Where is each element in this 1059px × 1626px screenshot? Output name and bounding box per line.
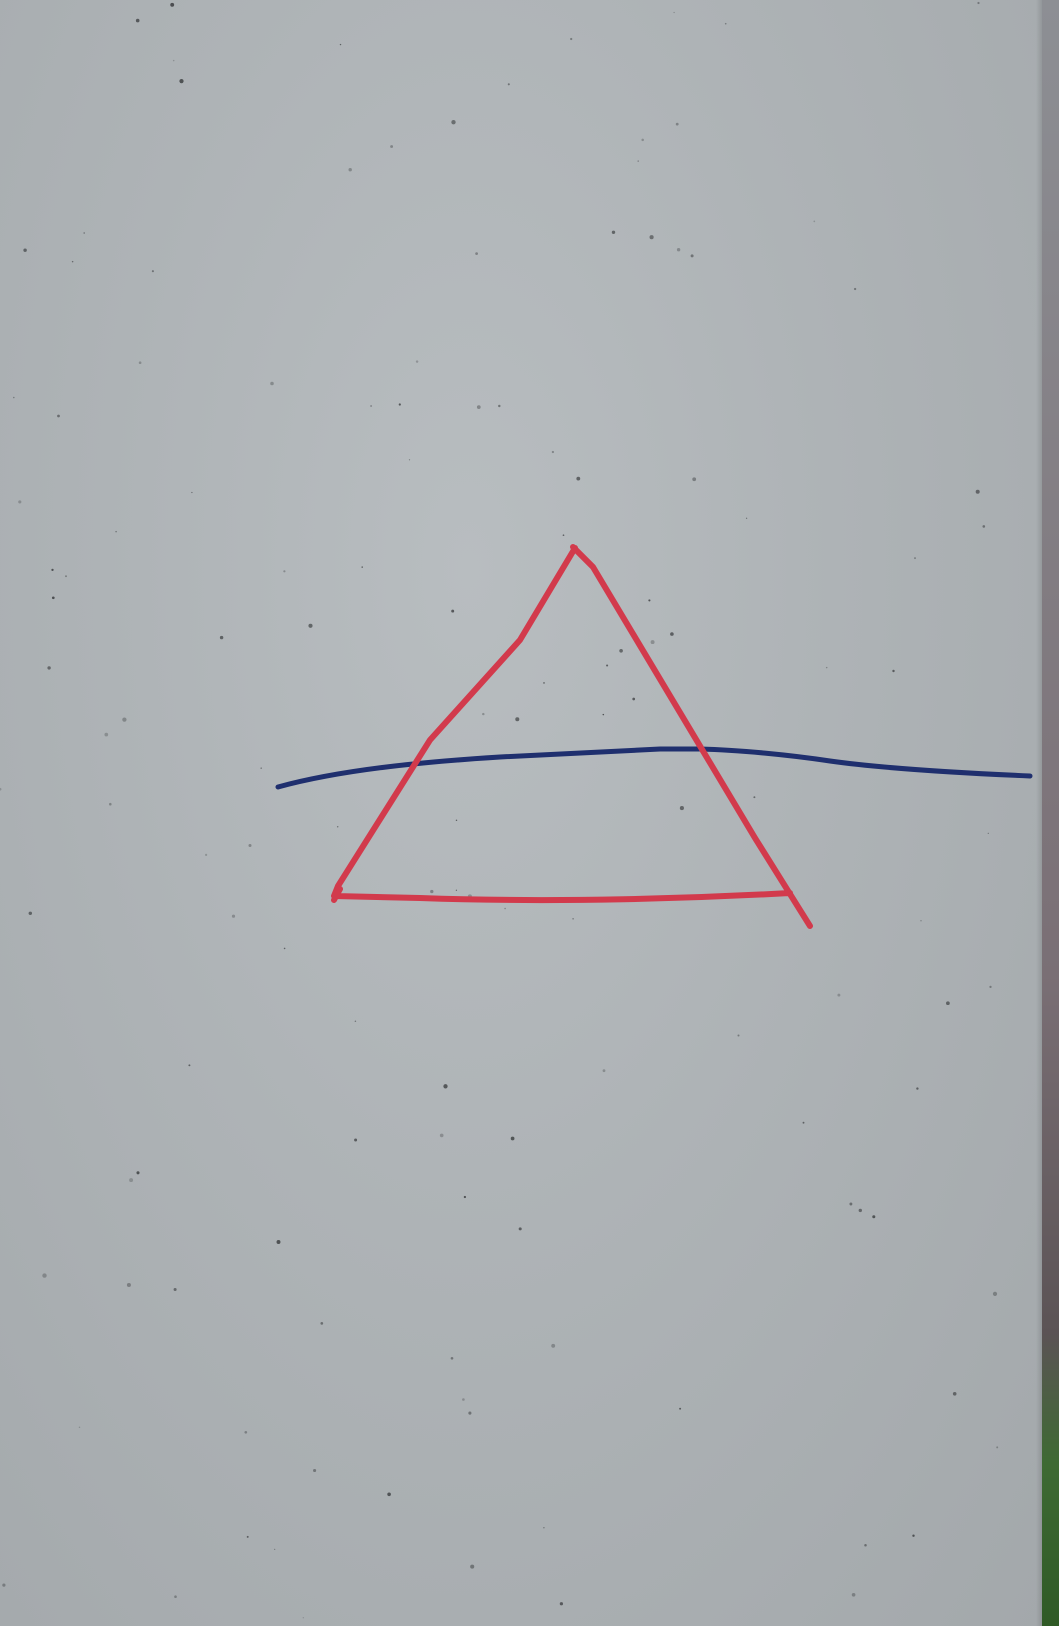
paper-speck (232, 915, 235, 918)
paper-speck (849, 1203, 852, 1206)
paper-speck (456, 890, 457, 891)
paper-speck (576, 477, 580, 481)
paper-speck (641, 139, 644, 142)
paper-speck (677, 248, 680, 251)
paper-speck (349, 168, 352, 171)
paper-speck (976, 490, 980, 494)
paper-speck (679, 1408, 681, 1410)
paper-speck (57, 415, 60, 418)
paper-speck (692, 477, 696, 481)
paper-speck (174, 1595, 177, 1598)
paper-speck (477, 405, 481, 409)
paper-speck (670, 632, 674, 636)
paper-speck (283, 570, 285, 572)
paper-speck (746, 518, 747, 519)
paper-speck (864, 1544, 867, 1547)
paper-speck (543, 682, 545, 684)
paper-speck (170, 3, 174, 7)
paper-speck (892, 670, 894, 672)
paper-speck (440, 1134, 444, 1138)
paper-speck (872, 1215, 875, 1218)
paper-speck (337, 826, 338, 827)
paper-speck (632, 698, 635, 701)
paper-speck (152, 270, 154, 272)
paper-speck (989, 986, 991, 988)
paper-speck (247, 1536, 249, 1538)
paper-speck (953, 1392, 957, 1396)
paper-speck (470, 1565, 474, 1569)
paper-speck (248, 844, 251, 847)
red-triangle (334, 547, 810, 926)
paper-speck (468, 1412, 471, 1415)
paper-speck (572, 918, 574, 920)
paper-speck (274, 1549, 275, 1550)
paper-speck (270, 382, 274, 386)
paper-speck (308, 624, 312, 628)
paper-speck (109, 803, 112, 806)
paper-speck (515, 717, 519, 721)
paper-speck (680, 806, 684, 810)
paper-speck (725, 23, 727, 25)
paper-speck (79, 1427, 80, 1428)
paper-speck (920, 920, 921, 921)
paper-speck (456, 820, 457, 821)
paper-speck (451, 610, 454, 613)
paper-speck (543, 1527, 544, 1528)
paper-speck (983, 525, 986, 528)
paper-speck (52, 596, 55, 599)
paper-speck (475, 252, 478, 255)
paper-speck (13, 397, 15, 399)
paper-speck (399, 403, 401, 405)
paper-speck (996, 1446, 998, 1448)
paper-speck (552, 451, 554, 453)
paper-speck (244, 1431, 247, 1434)
paper-speck (451, 1357, 454, 1360)
paper-speck (173, 60, 174, 61)
paper-speck (320, 1322, 323, 1325)
paper-speck (650, 235, 654, 239)
paper-speck (451, 120, 455, 124)
paper-speck (691, 254, 694, 257)
paper-speck (914, 557, 916, 559)
paper-speck (648, 599, 650, 601)
paper-speck (803, 1122, 805, 1124)
paper-speck (560, 1602, 563, 1605)
paper-speck (563, 534, 565, 536)
paper-speck (23, 248, 26, 251)
paper-speck (977, 2, 979, 4)
paper-speck (651, 640, 655, 644)
paper-speck (47, 666, 50, 669)
paper-speck (260, 767, 262, 769)
paper-speck (837, 994, 840, 997)
paper-speck (18, 500, 21, 503)
paper-speck (205, 854, 207, 856)
paper-speck (129, 1178, 133, 1182)
paper-speck (122, 717, 126, 721)
paper-speck (136, 19, 140, 23)
paper-speck (737, 1034, 739, 1036)
paper-speck (115, 531, 117, 533)
horizontal-pen-line (278, 749, 1030, 787)
paper-speck (179, 79, 183, 83)
paper-speck (284, 948, 286, 950)
paper-speck (2, 1584, 5, 1587)
paper-speck (127, 1283, 131, 1287)
paper-speck (603, 1069, 606, 1072)
paper-speck (612, 231, 615, 234)
paper-speck (637, 160, 638, 161)
paper-speck (361, 566, 362, 567)
paper-speck (313, 1469, 316, 1472)
paper-speck (416, 360, 418, 362)
paper-speck (519, 1227, 522, 1230)
paper-specks (0, 2, 998, 1618)
paper-speck (916, 1087, 918, 1089)
paper-speck (854, 288, 856, 290)
paper-speck (83, 232, 85, 234)
paper-speck (443, 1084, 447, 1088)
paper-speck (462, 1398, 465, 1401)
paper-speck (912, 1534, 914, 1536)
paper-speck (340, 44, 341, 45)
paper-speck (993, 1292, 997, 1296)
paper-speck (511, 1137, 515, 1141)
paper-speck (482, 713, 484, 715)
paper-speck (859, 1209, 862, 1212)
paper-speck (508, 83, 510, 85)
paper-speck (498, 405, 500, 407)
paper-speck (826, 667, 827, 668)
paper-speck (65, 575, 67, 577)
paper-speck (673, 12, 674, 13)
paper-speck (619, 649, 623, 653)
paper-speck (570, 38, 572, 40)
paper-speck (72, 261, 74, 263)
paper-speck (136, 1171, 139, 1174)
paper-speck (220, 636, 223, 639)
paper-speck (430, 890, 433, 893)
paper-speck (42, 1273, 46, 1277)
paper-speck (390, 145, 393, 148)
paper-speck (174, 1288, 177, 1291)
paper-speck (603, 714, 604, 715)
paper-speck (51, 569, 53, 571)
paper-speck (104, 733, 108, 737)
paper-speck (409, 459, 410, 460)
paper-speck (139, 361, 142, 364)
paper-speck (464, 1196, 466, 1198)
paper-speck (370, 405, 372, 407)
paper-speck (551, 1344, 555, 1348)
paper-speck (191, 492, 192, 493)
paper-speck (387, 1492, 391, 1496)
paper-speck (606, 664, 608, 666)
paper-speck (29, 912, 32, 915)
paper-speck (753, 796, 755, 798)
paper-speck (355, 1021, 357, 1023)
paper-speck (354, 1139, 357, 1142)
paper-speck (0, 788, 1, 791)
paper-speck (188, 1064, 190, 1066)
paper-speck (813, 221, 815, 223)
paper-speck (303, 1617, 304, 1618)
paper-speck (277, 1240, 281, 1244)
paper-speck (988, 833, 989, 834)
paper-speck (852, 1593, 856, 1597)
paper-speck (676, 123, 679, 126)
paper-speck (504, 908, 506, 910)
paper-speck (946, 1001, 950, 1005)
